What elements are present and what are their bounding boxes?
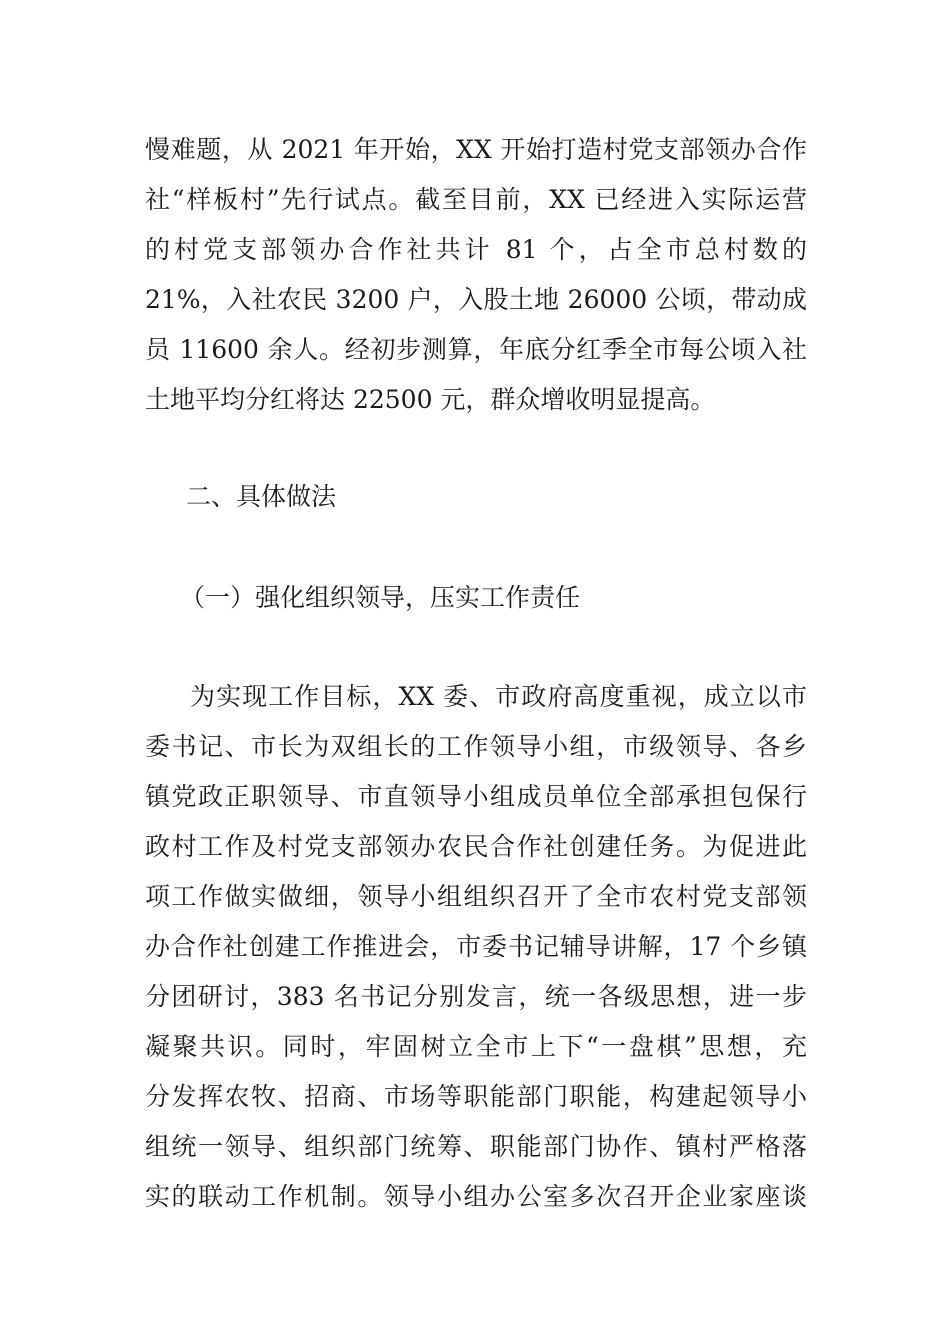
text-line: 21%，入社农民 3200 户，入股土地 26000 公顷，带动成: [145, 285, 807, 314]
text-line: 分团研讨，383 名书记分别发言，统一各级思想，进一步: [145, 982, 807, 1011]
text-line: 组统一领导、组织部门统筹、职能部门协作、镇村严格落: [145, 1132, 807, 1161]
text-line: 分发挥农牧、招商、市场等职能部门职能，构建起领导小: [145, 1082, 807, 1111]
text-line: 土地平均分红将达 22500 元，群众增收明显提高。: [145, 385, 716, 414]
section-heading: 二、具体做法: [186, 482, 337, 511]
text-line: 实的联动工作机制。领导小组办公室多次召开企业家座谈: [145, 1182, 807, 1211]
text-line: 员 11600 余人。经初步测算，年底分红季全市每公顷入社: [145, 335, 807, 364]
text-line: 慢难题，从 2021 年开始，XX 开始打造村党支部领办合作: [145, 135, 807, 164]
text-line: 的村党支部领办合作社共计 81 个，占全市总村数的: [145, 235, 807, 264]
text-line: 办合作社创建工作推进会，市委书记辅导讲解，17 个乡镇: [145, 932, 807, 961]
text-line: 委书记、市长为双组长的工作领导小组，市级领导、各乡: [145, 732, 807, 761]
text-line: 镇党政正职领导、市直领导小组成员单位全部承担包保行: [145, 782, 807, 811]
text-line: 政村工作及村党支部领办农民合作社创建任务。为促进此: [145, 832, 807, 861]
text-line: 社“样板村”先行试点。截至目前，XX 已经进入实际运营: [145, 185, 807, 214]
text-line: 项工作做实做细，领导小组组织召开了全市农村党支部领: [145, 882, 807, 911]
subsection-heading: （一）强化组织领导，压实工作责任: [180, 583, 581, 612]
text-line: 为实现工作目标，XX 委、市政府高度重视，成立以市: [190, 682, 807, 711]
text-line: 凝聚共识。同时，牢固树立全市上下“一盘棋”思想，充: [145, 1032, 807, 1061]
